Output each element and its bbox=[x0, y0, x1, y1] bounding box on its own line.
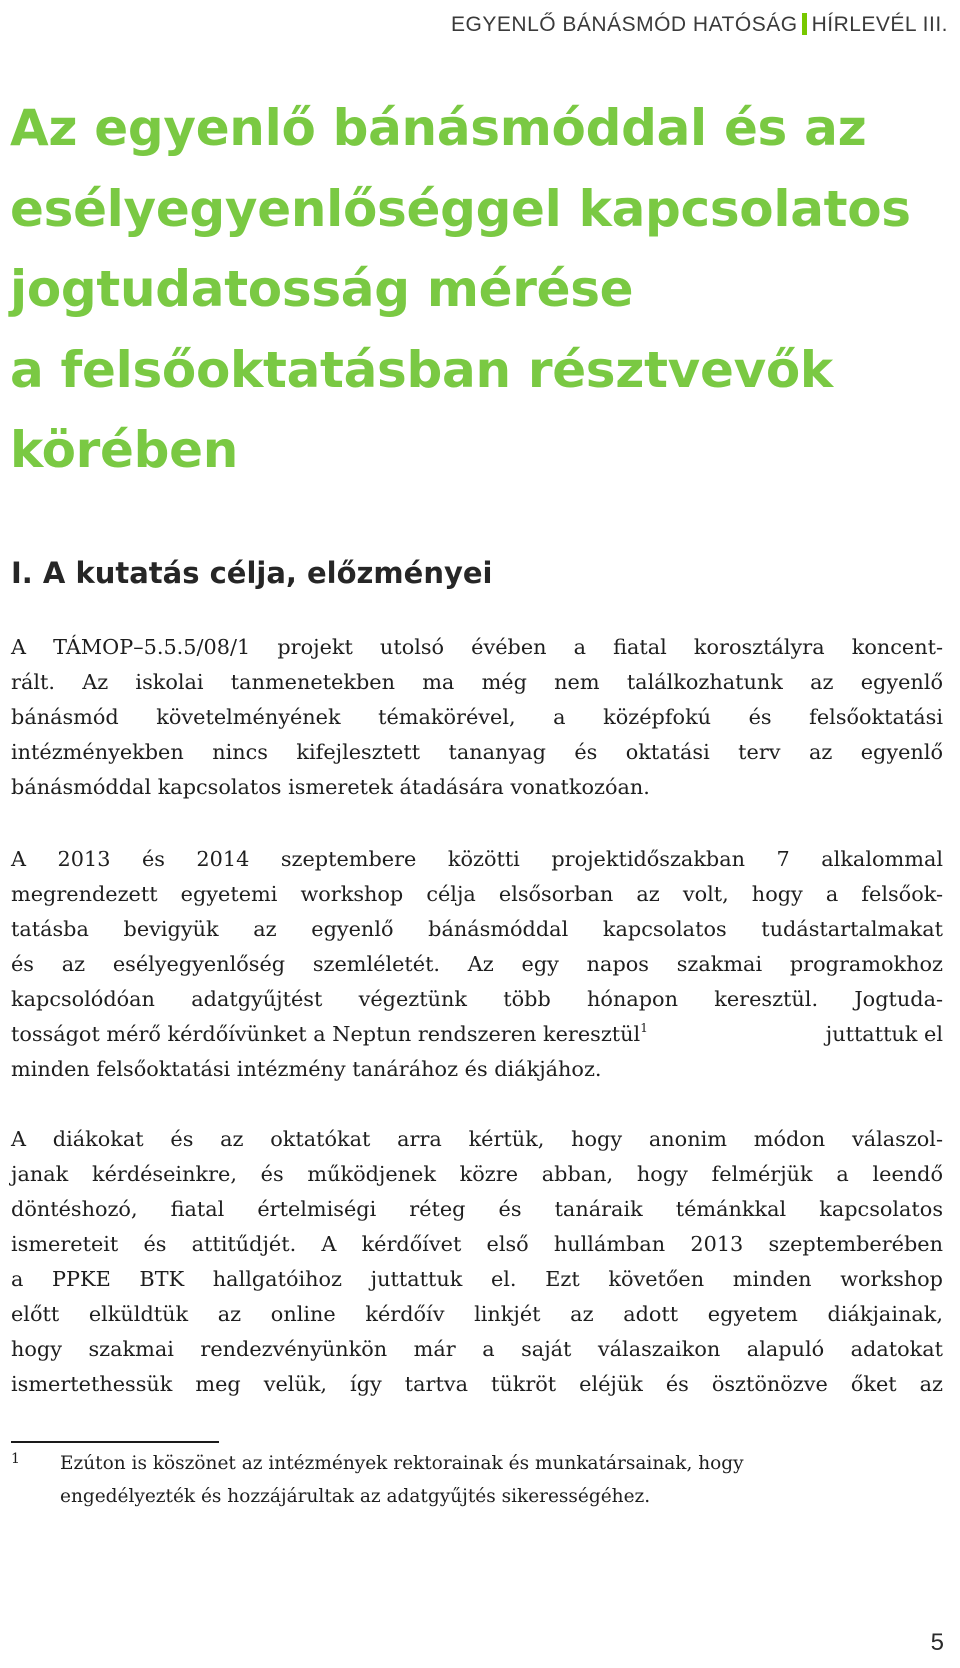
paragraph-line: és az esélyegyenlőség szemléletét. Az egy napos szakmai programokhoz bbox=[11, 952, 943, 976]
section-heading: I. A kutatás célja, előzményei bbox=[11, 556, 493, 590]
running-header bbox=[451, 13, 948, 37]
paragraph-line-part: tosságot mérő kérdőívünket a Neptun rendszeren keresztül bbox=[11, 1022, 641, 1046]
paragraph-line-with-footnote bbox=[11, 1017, 943, 1052]
paragraph-line: rált. Az iskolai tanmenetekben ma még nem találkozhatunk az egyenlő bbox=[11, 670, 943, 694]
paragraph-line: előtt elküldtük az online kérdőív linkjét az adott egyetem diákjainak, bbox=[11, 1302, 943, 1326]
title-line: esélyegyenlőséggel kapcsolatos bbox=[10, 179, 911, 238]
paragraph-line: A diákokat és az oktatókat arra kértük, hogy anonim módon válaszol- bbox=[11, 1127, 943, 1151]
footnote bbox=[11, 1447, 911, 1513]
title-line: a felsőoktatásban résztvevők bbox=[10, 340, 833, 399]
header-separator-bar bbox=[802, 13, 807, 35]
paragraph-line: bánásmóddal kapcsolatos ismeretek átadására vonatkozóan. bbox=[11, 775, 650, 799]
paragraph-line: ismertethessük meg velük, így tartva tükröt eléjük és ösztönözve őket az bbox=[11, 1372, 943, 1396]
paragraph-line: a PPKE BTK hallgatóihoz juttattuk el. Ezt követően minden workshop bbox=[11, 1267, 943, 1291]
title-line: körében bbox=[10, 421, 239, 479]
title-line: jogtudatosság mérése bbox=[10, 260, 634, 318]
paragraph-line: janak kérdéseinkre, és működjenek közre abban, hogy felmérjük a leendő bbox=[11, 1162, 943, 1186]
page-number: 5 bbox=[930, 1629, 944, 1656]
footnote-marker: 1 bbox=[640, 1021, 648, 1035]
paragraph-line: intézményekben nincs kifejlesztett tananyag és oktatási terv az egyenlő bbox=[11, 740, 943, 764]
paragraph-3 bbox=[11, 1122, 943, 1402]
footnote-number: 1 bbox=[11, 1451, 20, 1467]
paragraph-line: tatásba bevigyük az egyenlő bánásmóddal kapcsolatos tudástartalmakat bbox=[11, 917, 943, 941]
paragraph-line: bánásmód követelményének témakörével, a középfokú és felsőoktatási bbox=[11, 705, 943, 729]
footnote-divider bbox=[11, 1441, 219, 1443]
paragraph-line: döntéshozó, fiatal értelmiségi réteg és tanáraik témánkkal kapcsolatos bbox=[11, 1197, 943, 1221]
footnote-line: Ezúton is köszönet az intézmények rektorainak és munkatársainak, hogy bbox=[60, 1453, 744, 1474]
header-publisher: EGYENLŐ BÁNÁSMÓD HATÓSÁG bbox=[451, 13, 798, 36]
paragraph-2 bbox=[11, 842, 943, 1087]
paragraph-line-part: juttattuk el bbox=[825, 1022, 943, 1046]
header-issue: HÍRLEVÉL III. bbox=[811, 13, 948, 36]
paragraph-line: megrendezett egyetemi workshop célja elsősorban az volt, hogy a felsőok- bbox=[11, 882, 943, 906]
title-line: Az egyenlő bánásmóddal és az bbox=[10, 99, 867, 157]
article-title bbox=[10, 88, 940, 491]
paragraph-line: ismereteit és attitűdjét. A kérdőívet első hullámban 2013 szeptemberében bbox=[11, 1232, 943, 1256]
footnote-text bbox=[60, 1447, 911, 1513]
paragraph-line: kapcsolódóan adatgyűjtést végeztünk több hónapon keresztül. Jogtuda- bbox=[11, 987, 943, 1011]
paragraph-line: minden felsőoktatási intézmény tanárához és diákjához. bbox=[11, 1057, 602, 1081]
paragraph-line: hogy szakmai rendezvényünkön már a saját válaszaikon alapuló adatokat bbox=[11, 1337, 943, 1361]
footnote-line: engedélyezték és hozzájárultak az adatgyűjtés sikerességéhez. bbox=[60, 1486, 651, 1507]
paragraph-line: A 2013 és 2014 szeptembere közötti projektidőszakban 7 alkalommal bbox=[11, 847, 943, 871]
paragraph-line: A TÁMOP–5.5.5/08/1 projekt utolsó évében a fiatal korosztályra koncent- bbox=[11, 635, 943, 659]
paragraph-1 bbox=[11, 630, 943, 805]
